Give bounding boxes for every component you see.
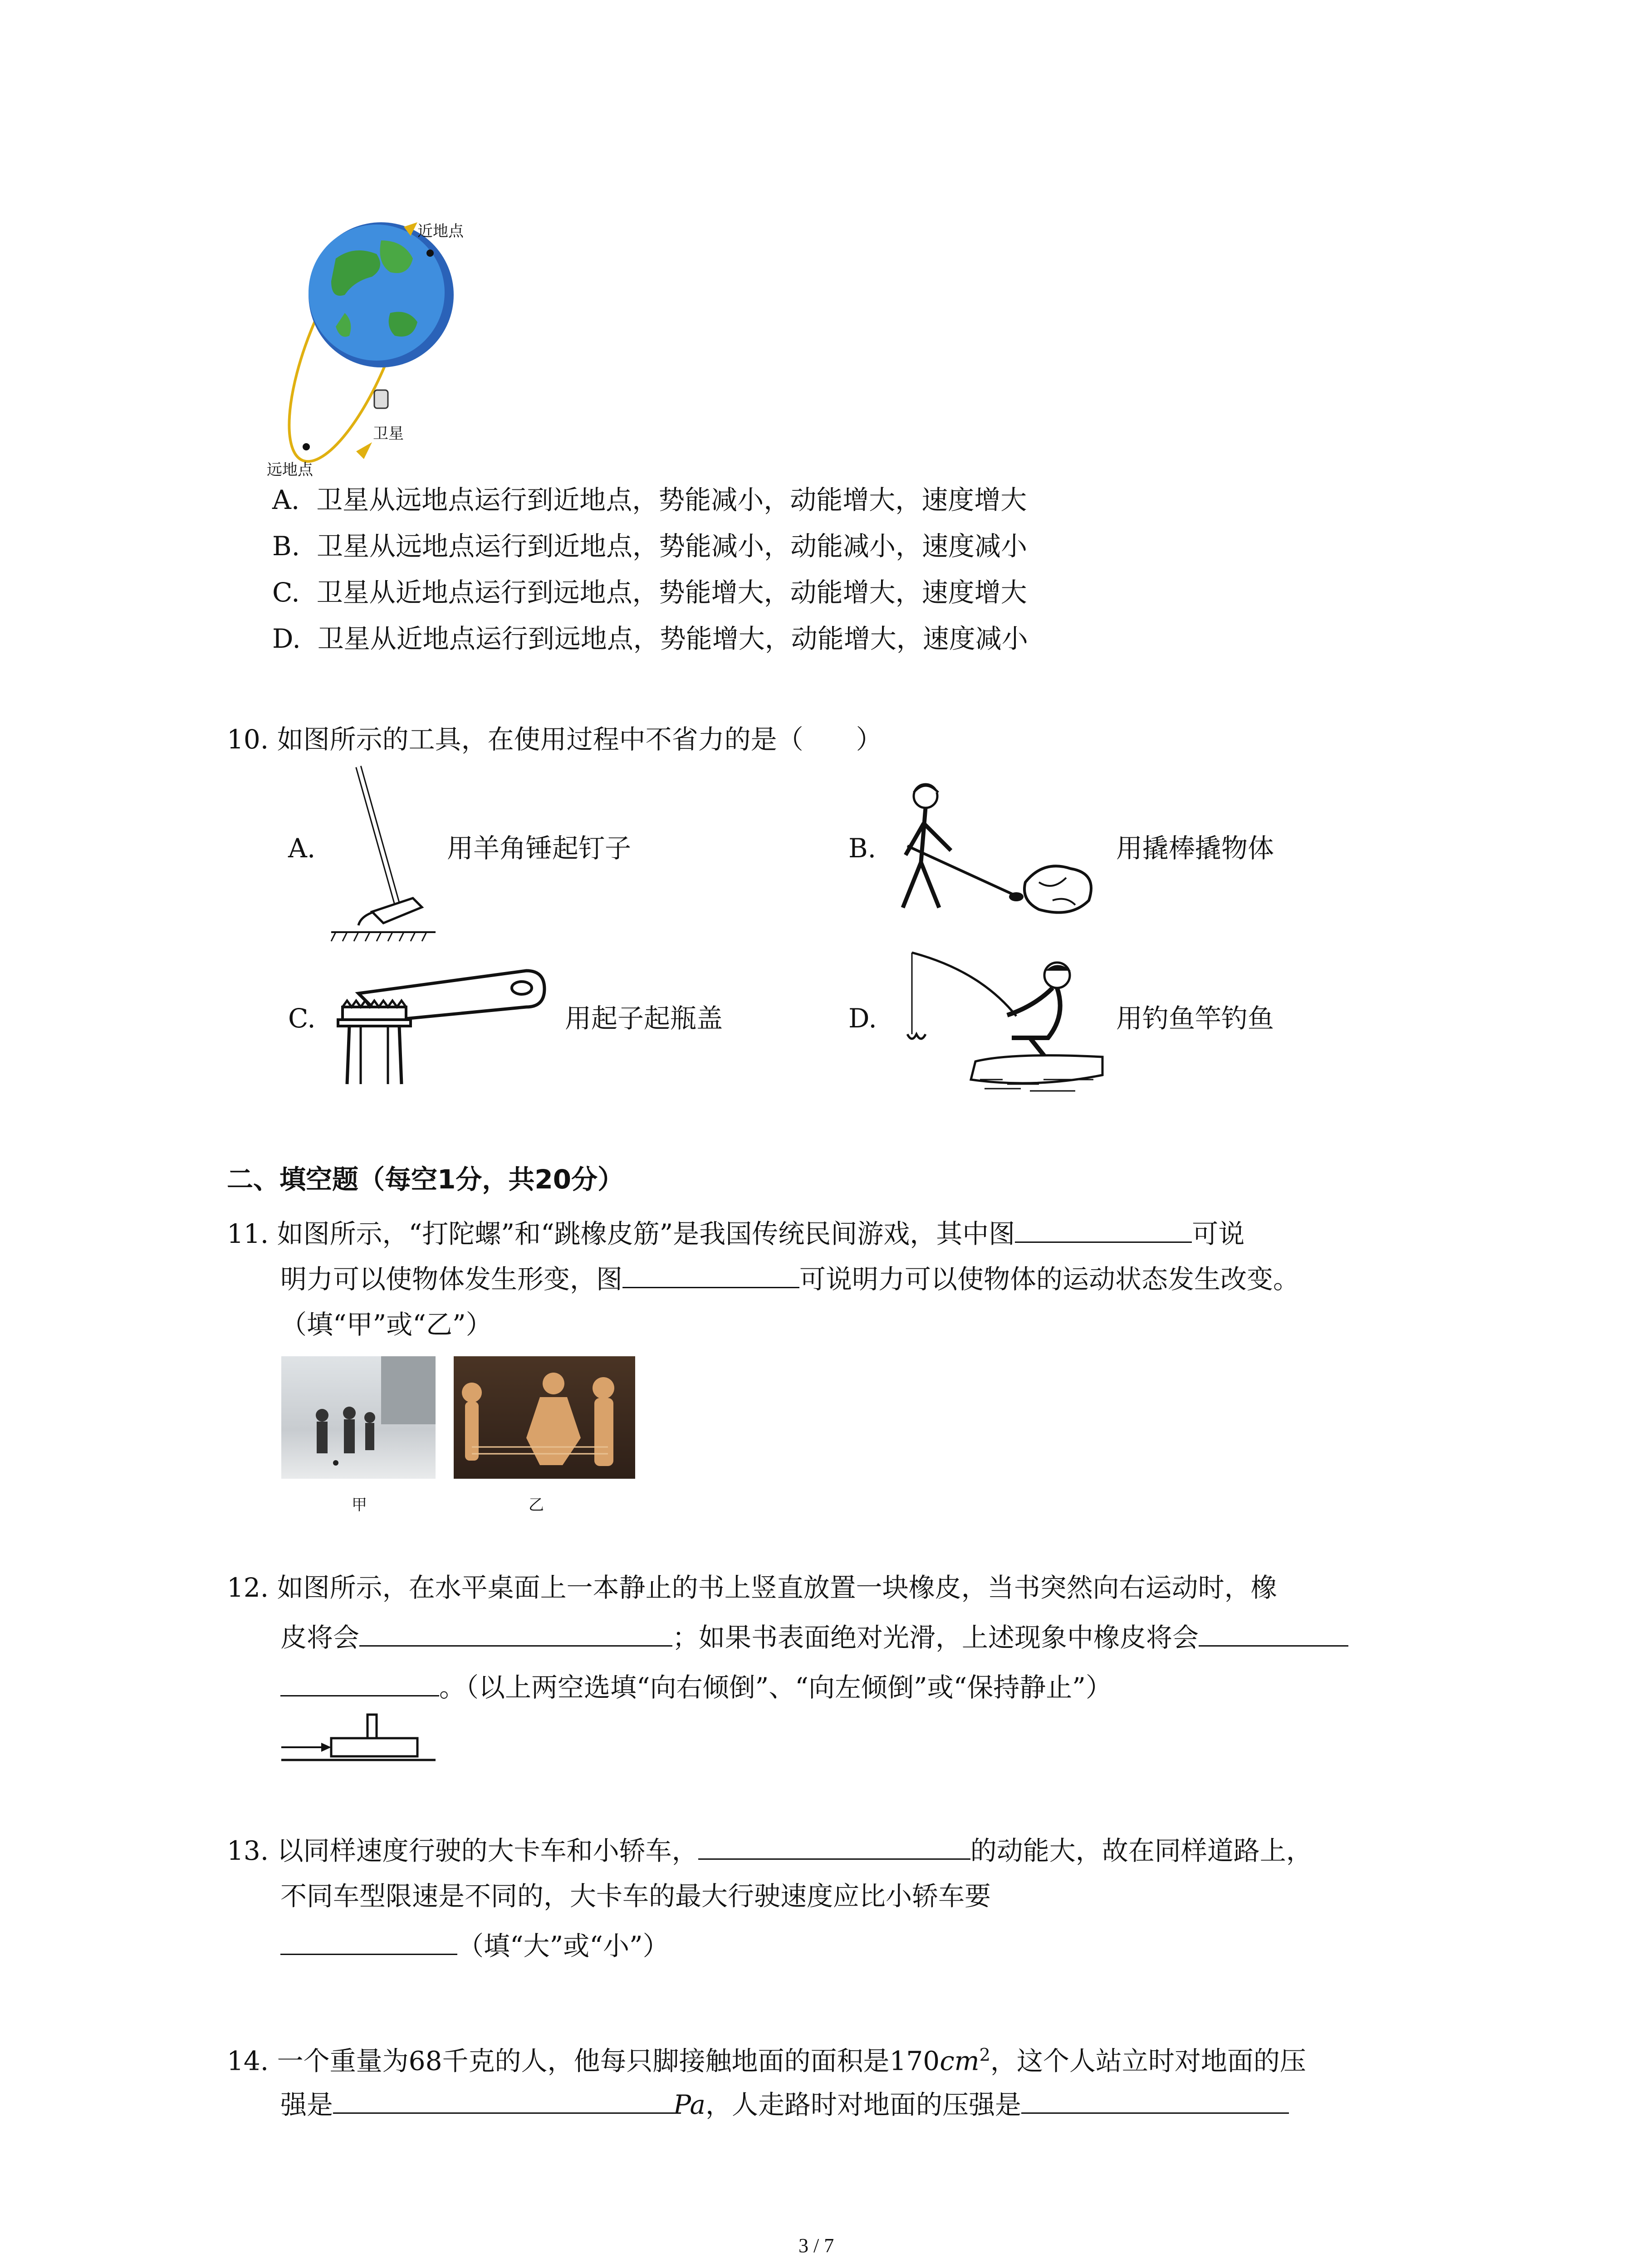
photo-label-yi: 乙: [529, 1496, 544, 1514]
answer-blank[interactable]: [280, 1926, 457, 1955]
q14-line2: 强是 Pa，人走路时对地面的压强是: [280, 2082, 1289, 2127]
perigee-label: 近地点: [417, 222, 464, 240]
q10-option-d-letter: D.: [848, 1003, 877, 1034]
option-text: 卫星从近地点运行到远地点，势能增大，动能增大，速度增大: [316, 577, 1027, 608]
option-letter: D.: [272, 623, 301, 654]
option-letter: A.: [272, 484, 300, 515]
q13-line3: （填“大”或“小”）: [280, 1923, 669, 1969]
q9-option-b: [272, 523, 1027, 569]
answer-blank[interactable]: [1021, 2084, 1289, 2114]
book-eraser-figure: [281, 1715, 436, 1774]
crowbar-worker-icon: [894, 778, 1107, 919]
answer-blank[interactable]: [622, 1259, 799, 1288]
q13-line1: 13. 以同样速度行驶的大卡车和小轿车， 的动能大，故在同样道路上，: [227, 1828, 1313, 1873]
q10-stem: 10. 如图所示的工具，在使用过程中不省力的是（ ）: [227, 724, 882, 755]
q10-option-d-text: 用钓鱼竿钓鱼: [1116, 1003, 1274, 1034]
page-number: 3 / 7: [798, 2234, 834, 2257]
option-letter: C.: [272, 577, 300, 608]
q12-line3: 。（以上两空选填“向右倾倒”、“向左倾倒”或“保持静止”）: [280, 1665, 1112, 1710]
q14-line1: 14. 一个重量为68千克的人，他每只脚接触地面的面积是$170cm^2$，这个人站立时对地面的压: [227, 2045, 1306, 2077]
bottle-opener-icon: [331, 966, 558, 1089]
answer-blank[interactable]: [359, 1617, 672, 1647]
claw-hammer-icon: [331, 762, 449, 943]
q10-option-a-text: 用羊角锤起钉子: [447, 833, 632, 864]
answer-blank[interactable]: [333, 2084, 673, 2114]
q11-line2: 明力可以使物体发生形变，图 可说明力可以使物体的运动状态发生改变。: [280, 1256, 1299, 1302]
option-text: 卫星从远地点运行到近地点，势能减小，动能增大，速度增大: [316, 484, 1027, 515]
fishing-rod-icon: [894, 943, 1107, 1098]
q9-option-c: [272, 570, 1027, 615]
section-title: 二、填空题（每空1分，共20分）: [227, 1164, 624, 1195]
q10-option-c-text: 用起子起瓶盖: [565, 1003, 723, 1034]
answer-blank[interactable]: [698, 1830, 970, 1860]
apogee-label: 远地点: [267, 461, 313, 479]
option-text: 卫星从远地点运行到近地点，势能减小，动能减小，速度减小: [316, 531, 1027, 562]
photo-jia: [281, 1356, 436, 1479]
answer-blank[interactable]: [1015, 1213, 1192, 1243]
q10-option-a-letter: A.: [288, 833, 316, 864]
photo-yi: [454, 1356, 635, 1479]
answer-blank[interactable]: [280, 1667, 439, 1696]
photo-label-jia: 甲: [352, 1496, 367, 1514]
q9-option-d: [272, 616, 1028, 661]
q9-option-a: [272, 477, 1027, 523]
option-letter: B.: [272, 531, 300, 562]
satellite-label: 卫星: [373, 425, 404, 443]
answer-blank[interactable]: [1199, 1617, 1348, 1647]
q11-line1: 11. 如图所示，“打陀螺”和“跳橡皮筋”是我国传统民间游戏，其中图 可说: [227, 1211, 1244, 1256]
q12-line2: 皮将会 ；如果书表面绝对光滑，上述现象中橡皮将会: [280, 1615, 1348, 1660]
q12-line1: 12. 如图所示，在水平桌面上一本静止的书上竖直放置一块橡皮，当书突然向右运动时，橡: [227, 1572, 1277, 1603]
q10-option-c-letter: C.: [288, 1003, 316, 1034]
q11-line3: （填“甲”或“乙”）: [280, 1309, 492, 1340]
q10-option-b-letter: B.: [848, 833, 877, 864]
q10-option-b-text: 用撬棒撬物体: [1116, 833, 1274, 864]
option-text: 卫星从近地点运行到远地点，势能增大，动能增大，速度减小: [317, 623, 1028, 654]
q13-line2: 不同车型限速是不同的，大卡车的最大行驶速度应比小轿车要: [280, 1881, 991, 1911]
